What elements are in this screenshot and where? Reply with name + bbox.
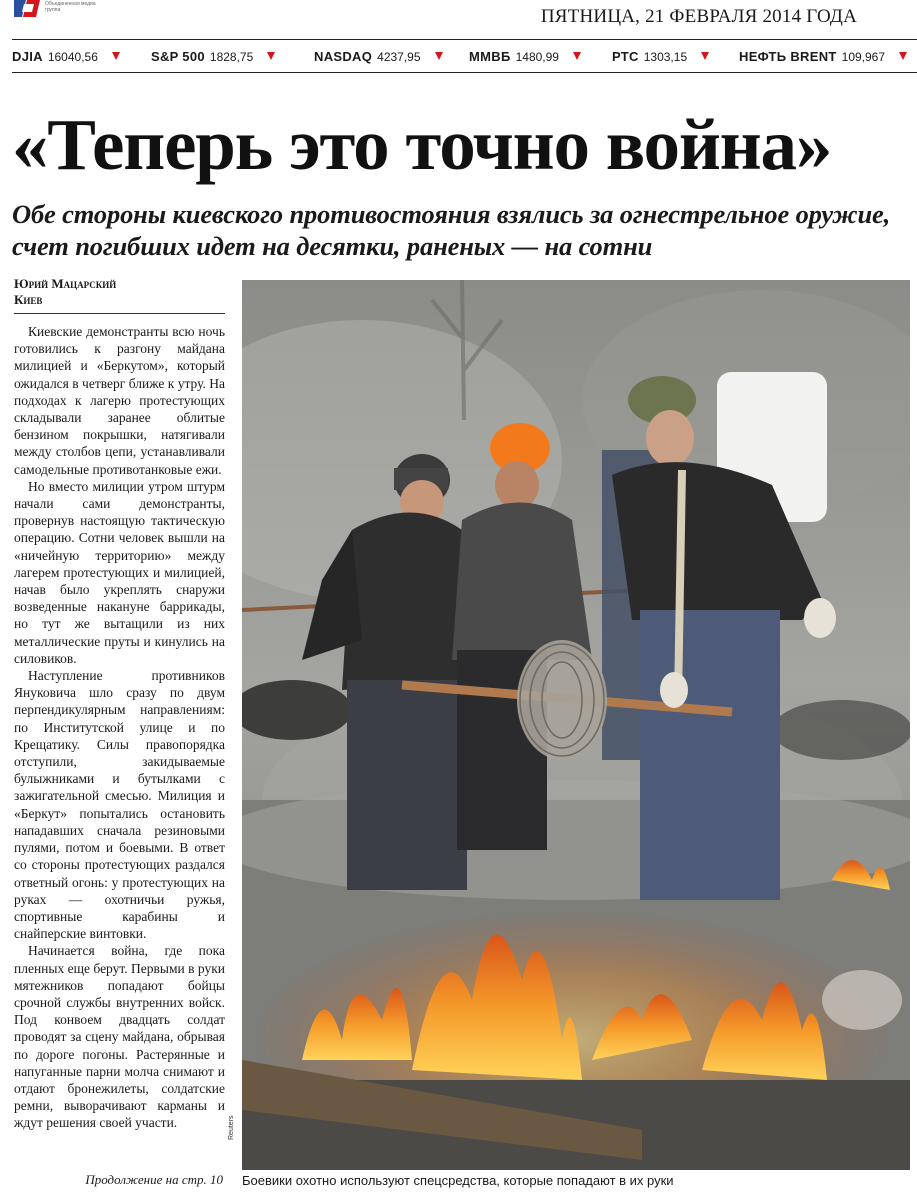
ticker-name: ММВБ [469, 49, 511, 64]
ticker-name: S&P 500 [151, 49, 205, 64]
ticker-item [151, 49, 275, 65]
market-ticker [12, 39, 917, 73]
logo-text: Объединенная медиа группа [45, 1, 96, 13]
dateline-location: Киев [14, 292, 43, 307]
protest-scene-illustration [242, 280, 910, 1170]
article-paragraph: Киевские демонстранты всю ночь готовились к разгону майдана милицией и «Беркутом», который ожидался в четверг ближе к утру. На подходах к лагерю протестующих складывали заранее облитые бензином покрышки, натягивали между столбов цепи, устанавливали самодельные противотанковые ежи. [14, 324, 225, 477]
ticker-item [612, 49, 709, 65]
news-photo [242, 280, 910, 1170]
byline [14, 276, 116, 308]
continued-on-link[interactable]: Продолжение на стр. 10 [85, 1172, 223, 1187]
article-paragraph: Начинается война, где пока пленных еще берут. Первыми в руки мятежников попадают бойцы срочной службы внутренних войск. Под конвоем двадцать солдат проводят за сцену майдана, обрывая по дороге погоны. Растерянные и напуганные парни молча снимают и отдают бронежилеты, солдатские ремни, выворачивают карманы и ждут решения своей участи. [14, 943, 225, 1131]
subheadline: Обе стороны киевского противостояния взялись за огнестрельное оружие, счет погибших идет на десятки, раненых — на сотни [12, 199, 891, 261]
down-arrow-icon [899, 52, 907, 60]
ticker-value: 16040,56 [47, 50, 98, 64]
article-paragraph: Наступление противников Януковича шло сразу по двум перпендикулярным направлениям: по Институтской улице и по Крещатику. Силы правопорядка отступили, закидываемые булыжниками и бутылками с зажигательной смесью. Милиция и «Беркут» попытались остановить нападавших сначала резиновыми пулями, потом и боевыми. В ответ со стороны протестующих раздался ответный огонь: у протестующих на руках — охотничьи ружья, спортивные карабины и снайперские винтовки. [14, 668, 225, 942]
ticker-value: 109,967 [841, 50, 886, 64]
ticker-value: 1303,15 [643, 50, 688, 64]
down-arrow-icon [267, 52, 275, 60]
media-group-logo-icon [12, 0, 42, 19]
ticker-value: 1480,99 [515, 50, 559, 64]
down-arrow-icon [701, 52, 709, 60]
article-paragraph: Но вместо милиции утром штурм начали сами демонстранты, провернув настоящую тактическую операцию. Сотни человек вышли на «ничейную территорию» между лагерем протестующих и милицией, начав было укреплять снаружи возведенные накануне баррикады, но тут же вытащили из них металлические пруты и кинулись на силовиков. [14, 478, 225, 666]
photo-credit: Reuters [228, 1115, 235, 1140]
down-arrow-icon [112, 52, 120, 60]
ticker-value: 4237,95 [377, 50, 421, 64]
ticker-item [12, 49, 120, 65]
issue-date: ПЯТНИЦА, 21 ФЕВРАЛЯ 2014 ГОДА [540, 6, 857, 27]
ticker-name: NASDAQ [314, 49, 373, 64]
author-name: Юрий Мацарский [14, 276, 117, 291]
headline: «Теперь это точно война» [12, 104, 832, 185]
down-arrow-icon [435, 52, 443, 60]
ticker-item [314, 49, 443, 65]
down-arrow-icon [573, 52, 581, 60]
ticker-name: РТС [612, 49, 639, 64]
ticker-item [469, 49, 581, 65]
ticker-item [739, 49, 907, 65]
publisher-logo [12, 0, 102, 20]
article-body [14, 323, 225, 1132]
ticker-value: 1828,75 [209, 50, 254, 64]
ticker-name: DJIA [12, 49, 43, 64]
photo-caption: Боевики охотно используют спецсредства, которые попадают в их руки [242, 1173, 674, 1188]
byline-divider [14, 313, 225, 314]
ticker-name: НЕФТЬ BRENT [739, 49, 837, 64]
